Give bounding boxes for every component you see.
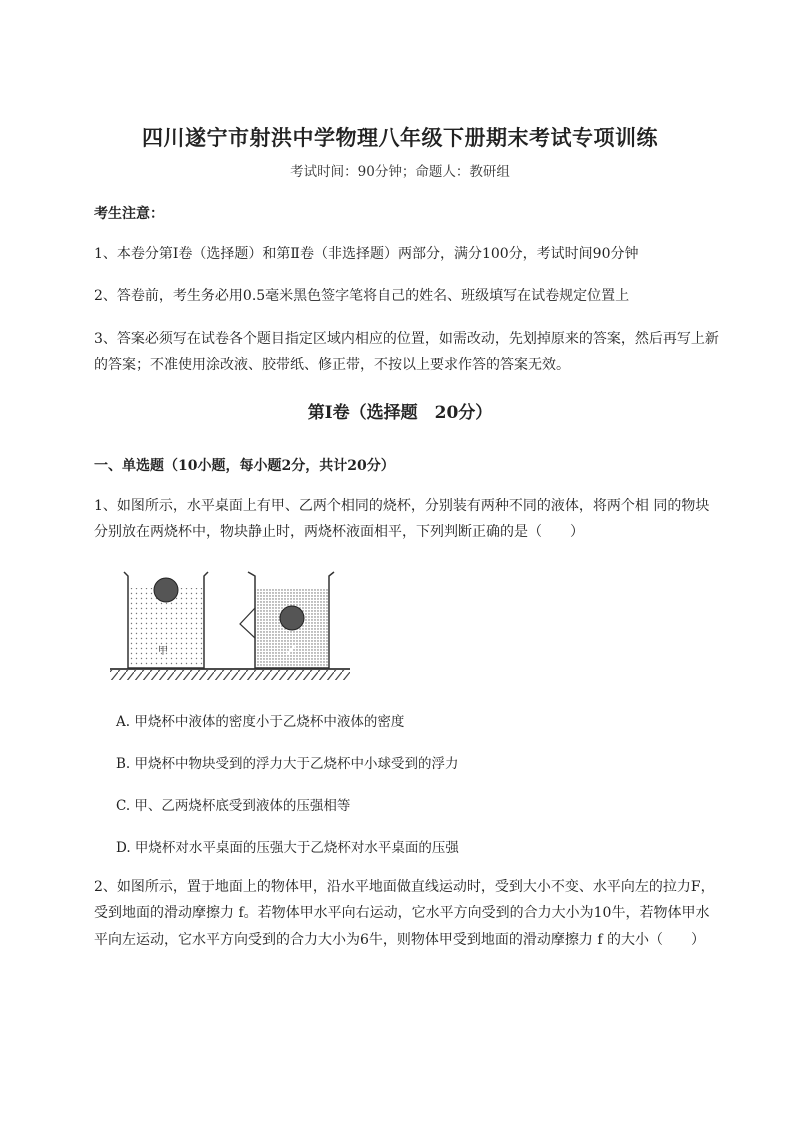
notice-heading: 考生注意： <box>94 206 164 222</box>
q1-option-b: B. 甲烧杯中物块受到的浮力大于乙烧杯中小球受到的浮力 <box>116 756 459 772</box>
question-1-line-2: 分别放在两烧杯中，物块静止时，两烧杯液面相平，下列判断正确的是（ ） <box>94 524 584 540</box>
label-jia: 甲 <box>158 646 168 657</box>
table-hatch <box>110 670 350 680</box>
notice-item-1: 1、本卷分第Ⅰ卷（选择题）和第Ⅱ卷（非选择题）两部分，满分100分，考试时间90分钟 <box>94 246 639 262</box>
exam-info: 考试时间：90分钟；命题人：教研组 <box>290 164 510 180</box>
page-title: 四川遂宁市射洪中学物理八年级下册期末考试专项训练 <box>142 125 658 150</box>
notice-item-3: 3、答案必须写在试卷各个题目指定区域内相应的位置，如需改动，先划掉原来的答案，然后再写上新 <box>94 331 719 347</box>
notice-item-2: 2、答卷前，考生务必用0.5毫米黑色签字笔将自己的姓名、班级填写在试卷规定位置上 <box>94 288 630 304</box>
q1-option-a: A. 甲烧杯中液体的密度小于乙烧杯中液体的密度 <box>116 714 405 730</box>
question-2-line-2: 受到地面的滑动摩擦力 f。若物体甲水平向右运动，它水平方向受到的合力大小为10牛，若物体甲水 <box>94 905 710 921</box>
question-1-line-1: 1、如图所示，水平桌面上有甲、乙两个相同的烧杯，分别装有两种不同的液体，将两个相 同的物块 <box>94 498 710 514</box>
part-heading: 一、单选题（10小题，每小题2分，共计20分） <box>94 458 395 474</box>
question-2-line-3: 平向左运动，它水平方向受到的合力大小为6牛，则物体甲受到地面的滑动摩擦力 f 的大小（ ） <box>94 932 705 948</box>
beaker-yi <box>240 572 334 668</box>
q1-option-d: D. 甲烧杯对水平桌面的压强大于乙烧杯对水平桌面的压强 <box>116 840 459 856</box>
section-title: 第Ⅰ卷（选择题 20分） <box>307 403 493 423</box>
question-2-line-1: 2、如图所示，置于地面上的物体甲，沿水平地面做直线运动时，受到大小不变、水平向左的拉力F， <box>94 879 715 895</box>
notice-item-3-cont: 的答案；不准使用涂改液、胶带纸、修正带，不按以上要求作答的答案无效。 <box>94 357 570 373</box>
q1-option-c: C. 甲、乙两烧杯底受到液体的压强相等 <box>116 798 351 814</box>
beakers-figure <box>110 562 350 692</box>
